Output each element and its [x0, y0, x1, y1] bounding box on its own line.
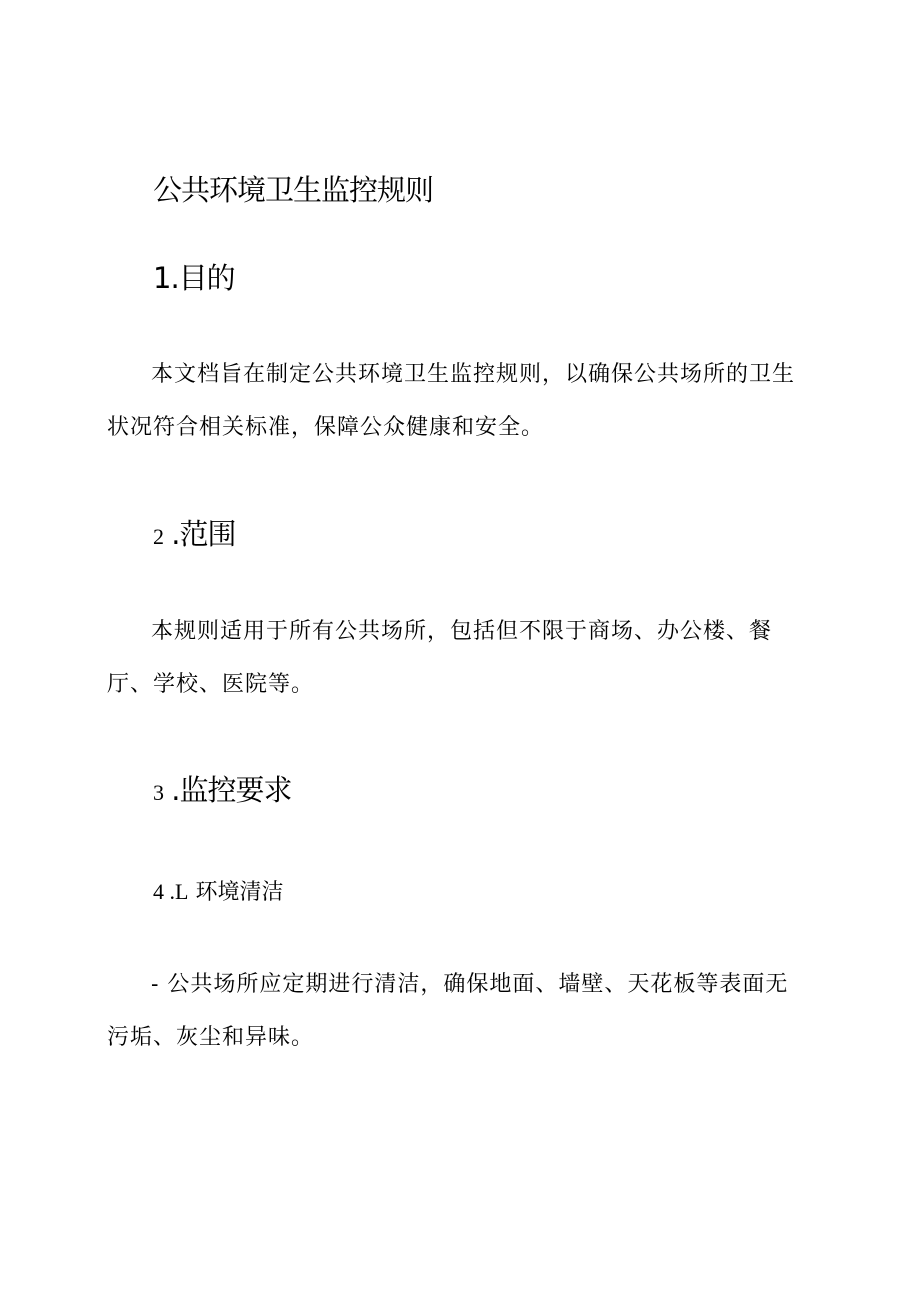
section-number: 2 — [153, 524, 163, 549]
document-title: 公共环境卫生监控规则 — [153, 173, 434, 207]
section-heading-requirements — [153, 770, 291, 813]
section-title: 监控要求 — [179, 773, 292, 807]
section-paragraph-scope: 本规则适用于所有公共场所，包括但不限于商场、办公楼、餐厅、学校、医院等。 — [107, 619, 773, 697]
section-number: 1. — [153, 261, 179, 295]
section-number: 3 — [153, 780, 163, 805]
section-separator: . — [163, 773, 180, 807]
subsection-title: 环境清洁 — [188, 880, 284, 905]
subsection-separator: .L — [164, 879, 189, 904]
subsection-heading-cleaning — [153, 874, 283, 911]
section-title: 目的 — [178, 261, 235, 295]
subsection-number: 4 — [153, 879, 164, 904]
section-heading-scope — [153, 514, 235, 557]
section-paragraph-purpose: 本文档旨在制定公共环境卫生监控规则，以确保公共场所的卫生状况符合相关标准，保障公众健康和安全。 — [107, 362, 796, 440]
subsection-paragraph-cleaning: - 公共场所应定期进行清洁，确保地面、墙壁、天花板等表面无污垢、灰尘和异味。 — [107, 972, 789, 1050]
section-title: 范围 — [179, 517, 236, 551]
section-heading-purpose — [153, 258, 235, 298]
section-separator: . — [163, 517, 180, 551]
